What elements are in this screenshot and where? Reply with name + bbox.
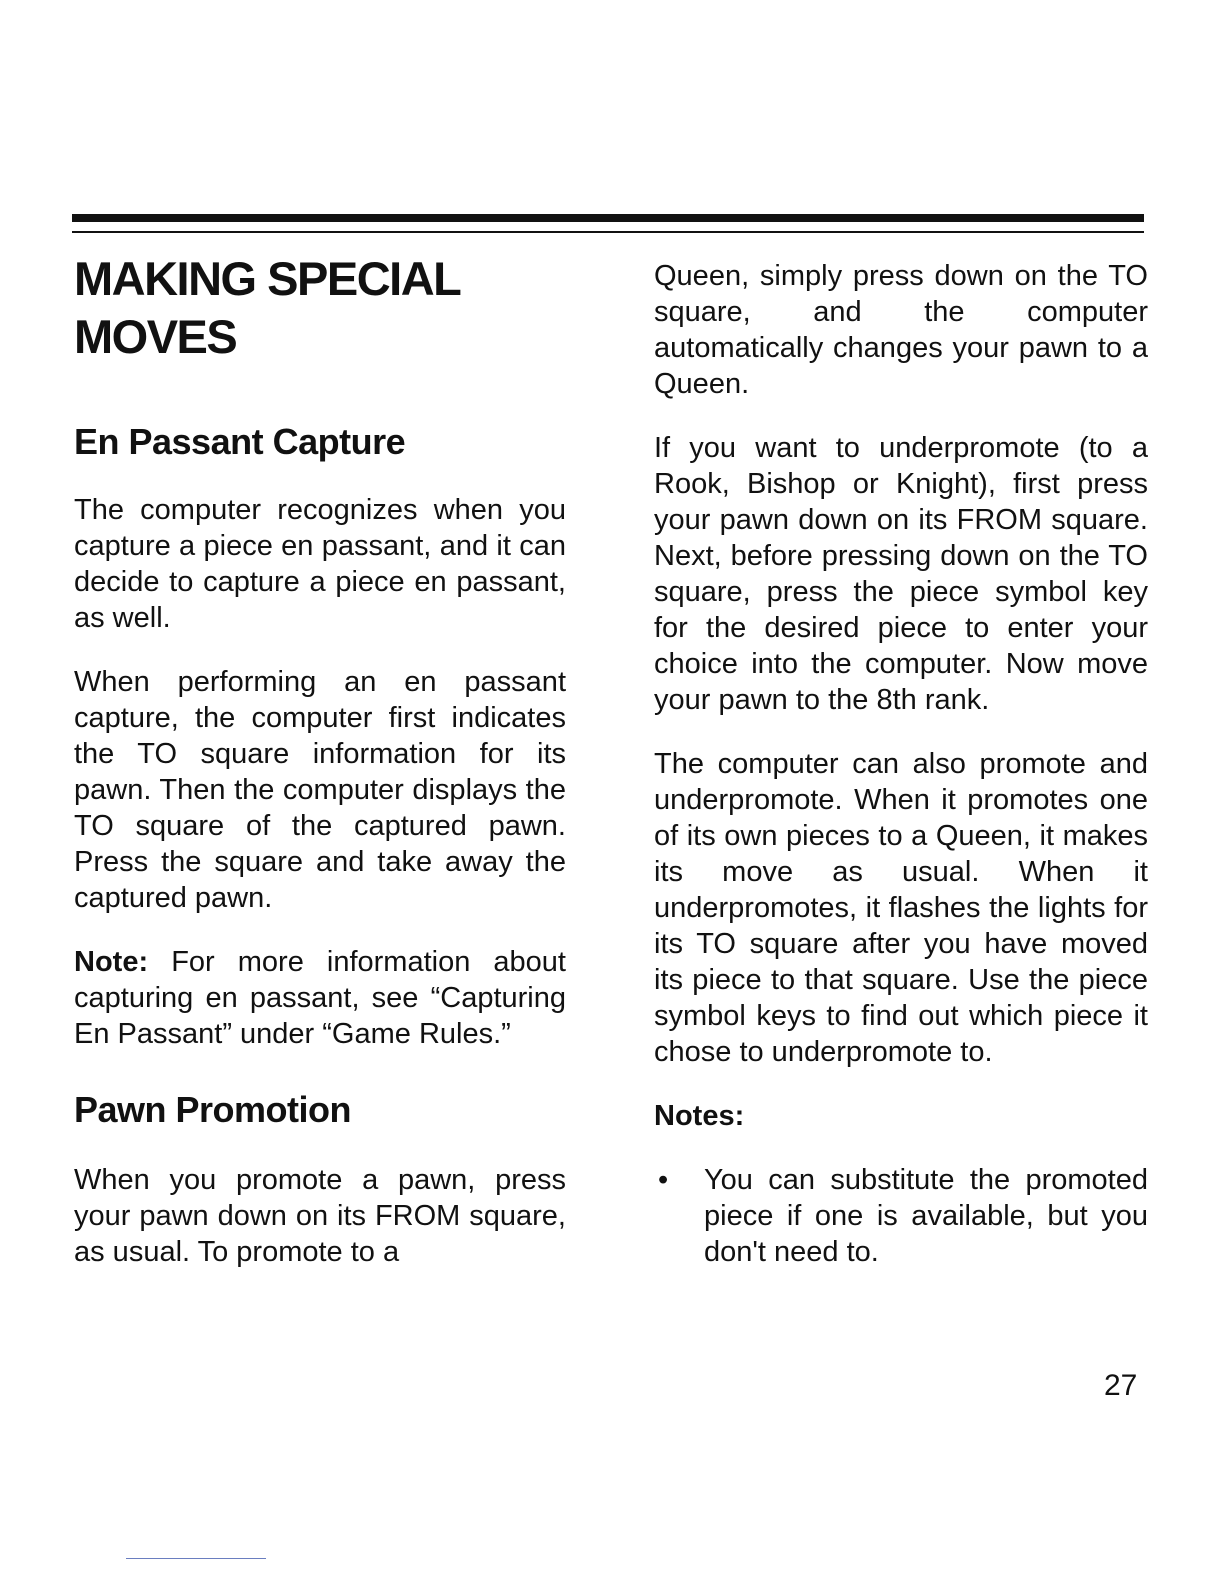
list-item <box>654 1162 1148 1270</box>
bullet-icon: • <box>658 1164 669 1196</box>
pawn-promotion-heading: Pawn Promotion <box>74 1089 352 1130</box>
en-passant-note <box>74 944 566 1052</box>
note-text: For more information about capturing en passant, see “Capturing En Passant” under “Game Rules.” <box>74 946 566 1050</box>
header-rule-thick <box>72 214 1144 222</box>
en-passant-paragraph-2: When performing an en passant capture, the computer first indicates the TO square information for its pawn. Then the computer displays the TO square of the captured pawn. Press the square and take away the captured pawn. <box>74 666 566 914</box>
note-label: Note: <box>74 946 149 978</box>
bottom-edge-mark <box>126 1558 266 1559</box>
notes-list <box>654 1162 1148 1270</box>
en-passant-paragraph-1: The computer recognizes when you capture a piece en passant, and it can decide to capture a piece en passant, as well. <box>74 494 566 634</box>
pawn-promotion-intro-part-1: When you promote a pawn, press your pawn down on its FROM square, as usual. To promote to a <box>74 1164 566 1268</box>
pawn-promotion-intro-part-2: Queen, simply press down on the TO square, and the computer automatically changes your pawn to a Queen. <box>654 260 1148 400</box>
computer-promote-paragraph: The computer can also promote and underpromote. When it promotes one of its own pieces to a Queen, it makes its move as usual. When it underpromotes, it flashes the lights for its TO square after you have moved its piece to that square. Use the piece symbol keys to find out which piece it chose to underpromote to. <box>654 748 1148 1068</box>
header-rule-thin <box>72 231 1144 233</box>
en-passant-heading: En Passant Capture <box>74 421 406 462</box>
page-title: MAKING SPECIAL MOVES <box>74 252 460 363</box>
underpromote-paragraph: If you want to underpromote (to a Rook, Bishop or Knight), first press your pawn down on its FROM square. Next, before pressing down on the TO square, press the piece symbol key for the desired piece to enter your choice into the computer. Now move your pawn to the 8th rank. <box>654 432 1148 716</box>
left-column <box>74 250 566 1298</box>
page-number: 27 <box>1104 1369 1138 1402</box>
notes-label: Notes: <box>654 1100 745 1132</box>
note-item-text: You can substitute the promoted piece if one is available, but you don't need to. <box>704 1164 1148 1268</box>
right-column <box>654 258 1148 1270</box>
